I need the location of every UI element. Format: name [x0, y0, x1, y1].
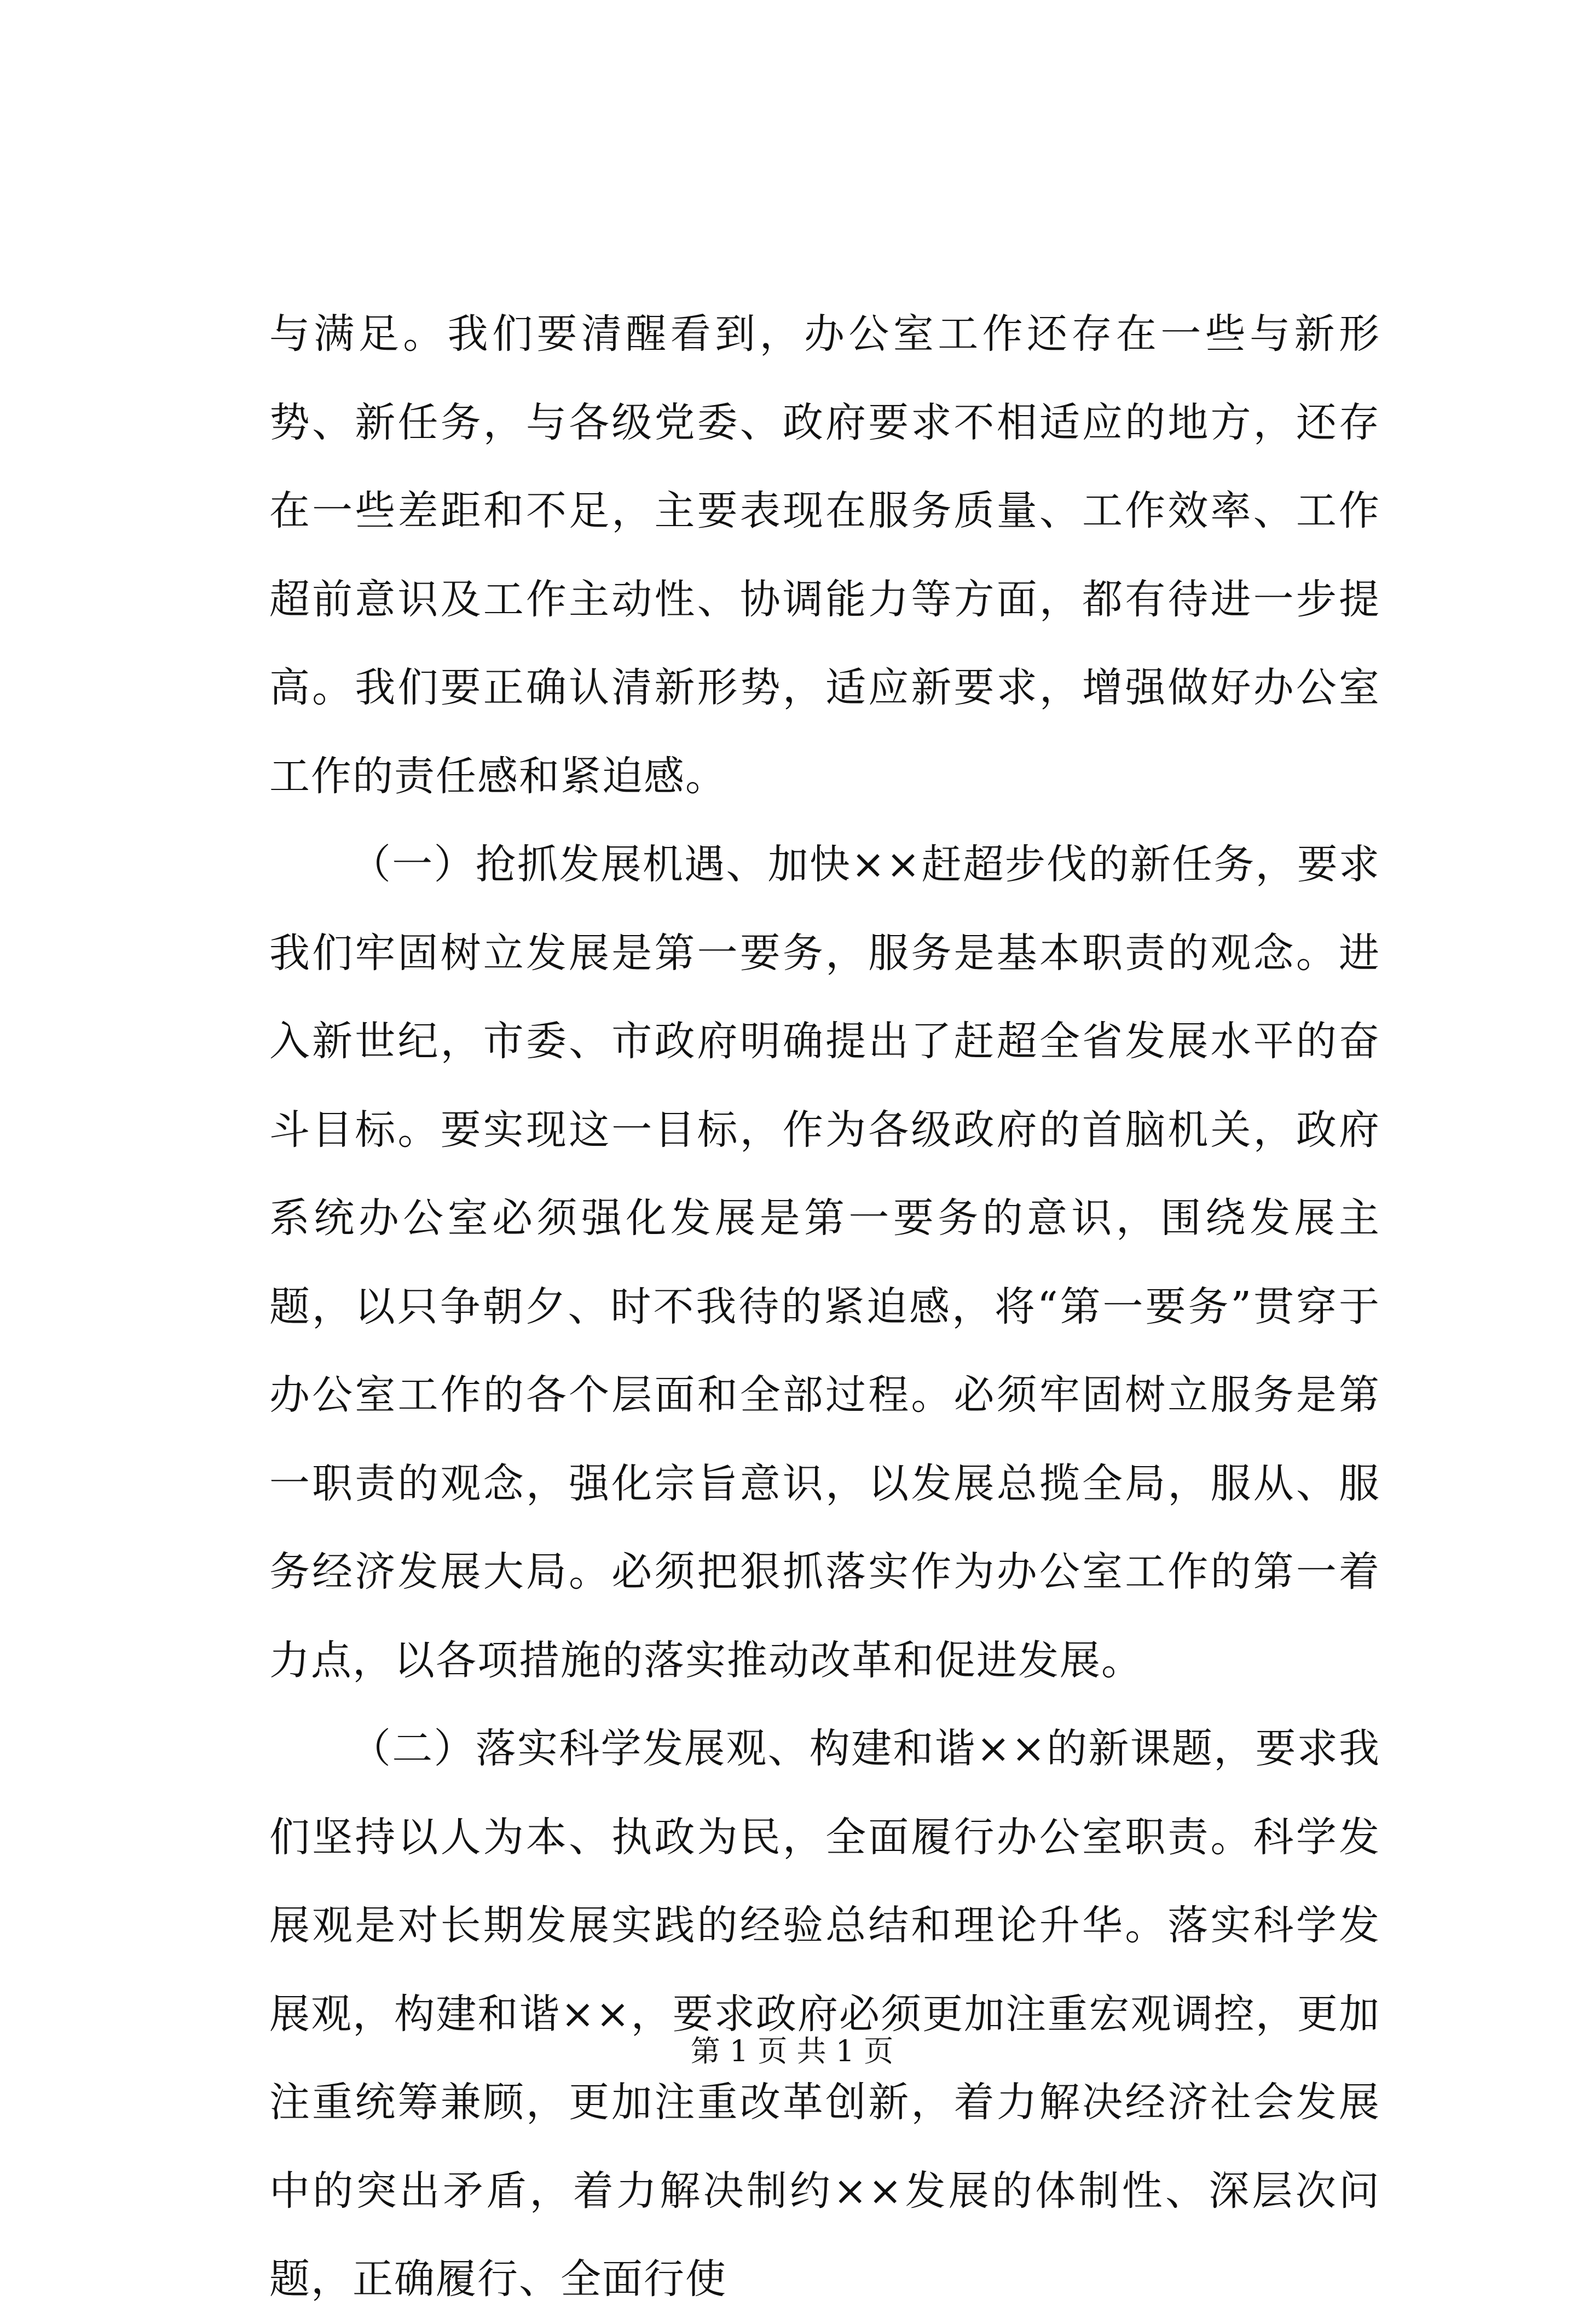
page-footer: 第 1 页 共 1 页	[690, 2034, 894, 2068]
paragraph-section-2: （二）落实科学发展观、构建和谐××的新课题，要求我们坚持以人为本、执政为民，全面履行办公室职责。科学发展观是对长期发展实践的经验总结和理论升华。落实科学发展观，构建和谐××，要求政府必须更加注重宏观调控，更加注重统筹兼顾，更加注重改革创新，着力解决经济社会发展中的突出矛盾，着力解决制约××发展的体制性、深层次问题，正确履行、全面行使	[269, 1725, 1380, 2303]
paragraph-continuation: 与满足。我们要清醒看到，办公室工作还存在一些与新形势、新任务，与各级党委、政府要求不相适应的地方，还存在一些差距和不足，主要表现在服务质量、工作效率、工作超前意识及工作主动性、协调能力等方面，都有待进一步提高。我们要正确认清新形势，适应新要求，增强做好办公室工作的责任感和紧迫感。	[269, 310, 1380, 800]
paragraph-section-1: （一）抢抓发展机遇、加快××赶超步伐的新任务，要求我们牢固树立发展是第一要务，服务是基本职责的观念。进入新世纪，市委、市政府明确提出了赶超全省发展水平的奋斗目标。要实现这一目标，作为各级政府的首脑机关，政府系统办公室必须强化发展是第一要务的意识，围绕发展主题，以只争朝夕、时不我待的紧迫感，将“第一要务”贯穿于办公室工作的各个层面和全部过程。必须牢固树立服务是第一职责的观念，强化宗旨意识，以发展总揽全局，服从、服务经济发展大局。必须把狠抓落实作为办公室工作的第一着力点，以各项措施的落实推动改革和促进发展。	[269, 841, 1380, 1684]
document-body	[269, 290, 1380, 2324]
